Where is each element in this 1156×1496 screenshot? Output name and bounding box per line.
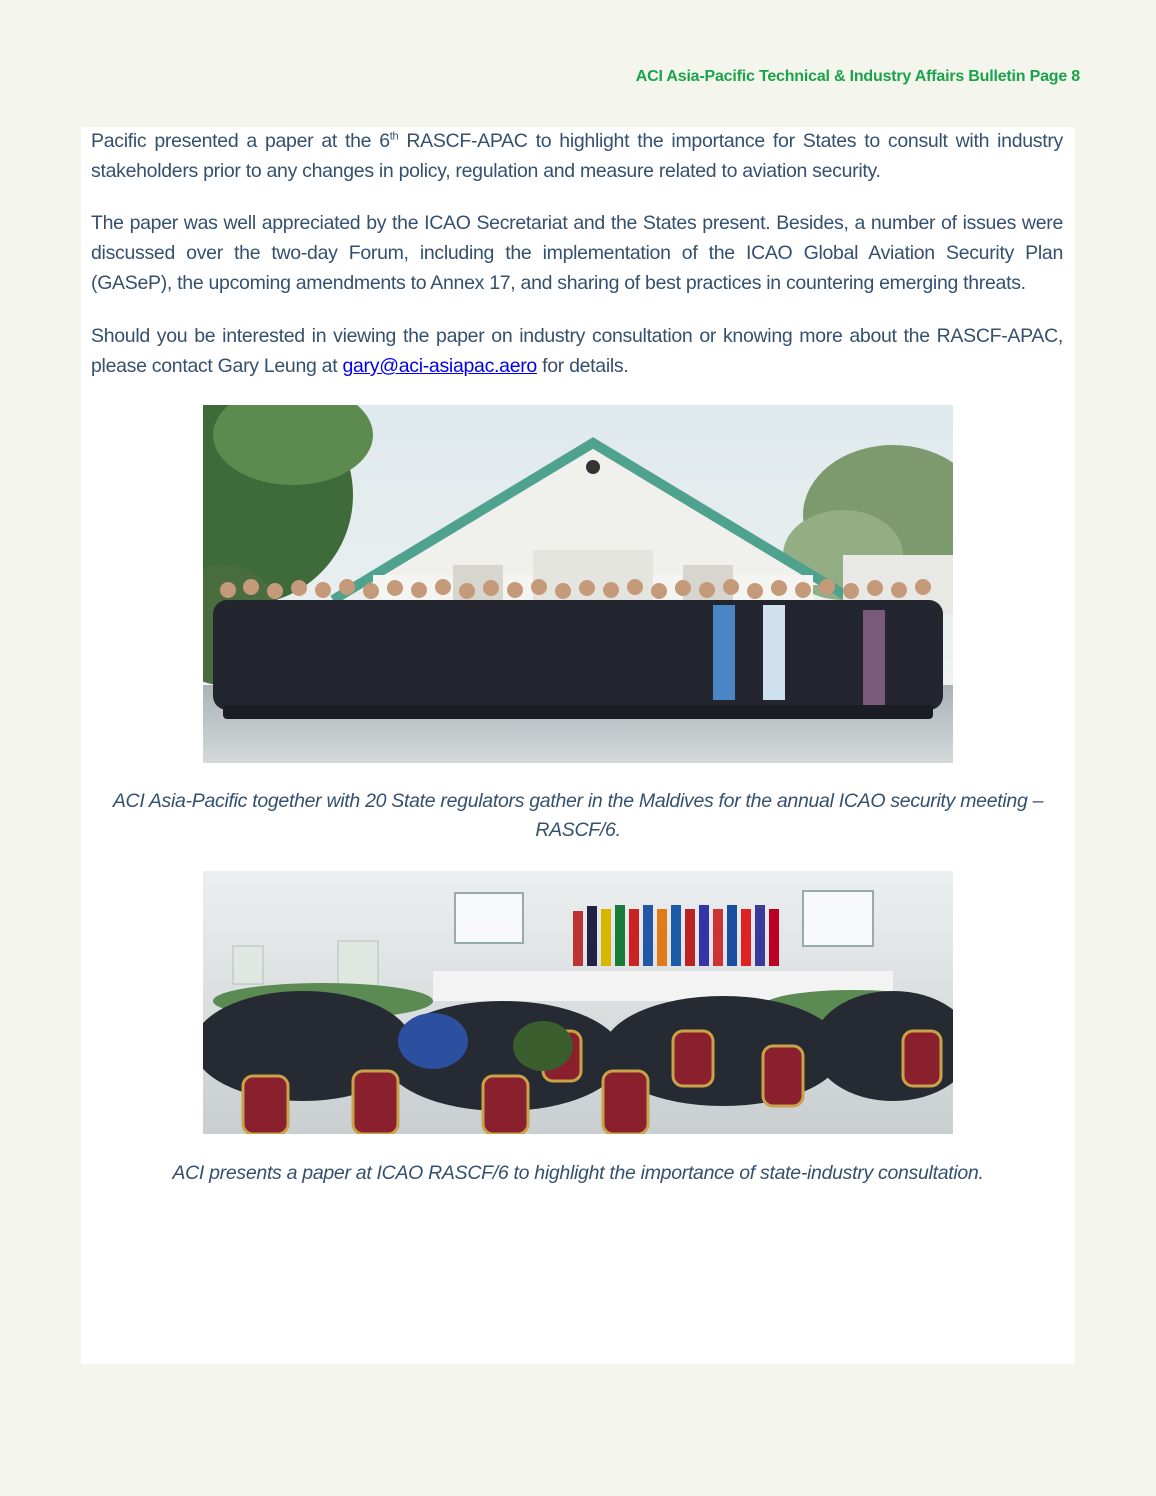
paragraph-1-text-b: RASCF-APAC to highlight the importance for States to consult with industry stakeholders prior to any changes in policy, regulation and measure related to aviation security. (91, 130, 1063, 182)
figure-2-caption: ACI presents a paper at ICAO RASCF/6 to highlight the importance of state-industry consultation. (172, 1162, 984, 1184)
paragraph-3 (91, 321, 1063, 381)
figure-1-caption: ACI Asia-Pacific together with 20 State regulators gather in the Maldives for the annual ICAO security meeting – RASCF/6. (112, 790, 1044, 841)
paragraph-1 (91, 126, 1063, 186)
group-photo-illustration (203, 405, 953, 763)
paragraph-1-text-a: Pacific presented a paper at the 6 (91, 130, 390, 152)
paragraph-3-text-b: for details. (536, 355, 629, 377)
email-link[interactable]: gary@aci-asiapac.aero (342, 355, 537, 377)
conference-photo-illustration (203, 871, 953, 1134)
ordinal-suffix: th (389, 130, 399, 143)
page-sheet (81, 127, 1075, 1364)
bulletin-header: ACI Asia-Pacific Technical & Industry Affairs Bulletin Page 8 (635, 68, 1080, 85)
group-photo (203, 405, 953, 763)
conference-photo (203, 871, 953, 1134)
paragraph-3-text-a: Should you be interested in viewing the paper on industry consultation or knowing more about the RASCF-APAC, please contact Gary Leung at (91, 325, 1063, 377)
paragraph-2: The paper was well appreciated by the ICAO Secretariat and the States present. Besides, a number of issues were discussed over the two-day Forum, including the implementation of the ICAO Global Aviation Security Plan (GASeP), the upcoming amendments to Annex 17, and sharing of best practices in countering emerging threats. (91, 212, 1063, 294)
